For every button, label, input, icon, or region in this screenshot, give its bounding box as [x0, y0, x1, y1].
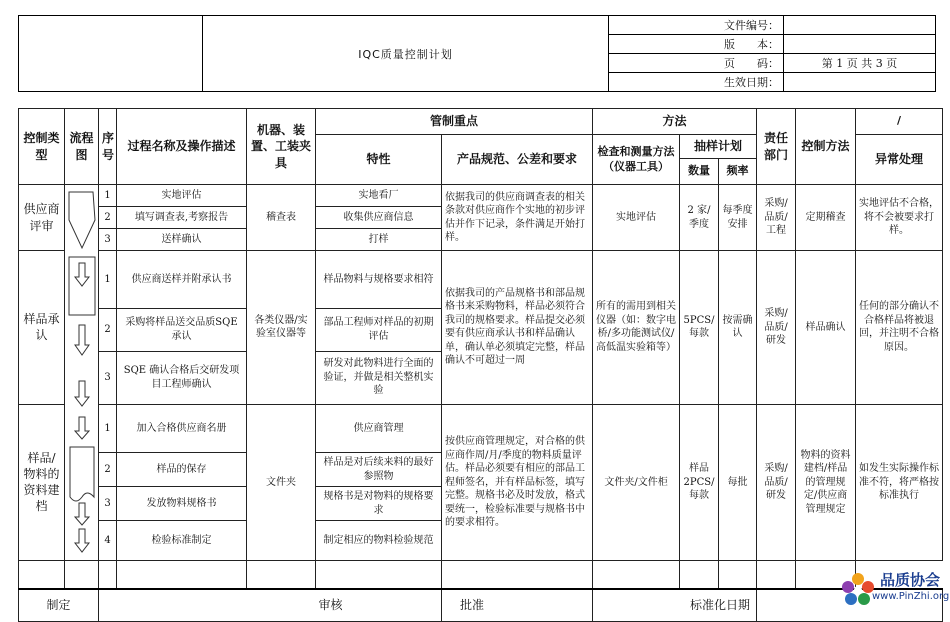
approve-label: 批准	[442, 589, 593, 622]
effective-date-label: 生效日期：	[609, 73, 784, 92]
col-frequency: 频率	[719, 159, 757, 185]
review-label: 审核	[316, 589, 442, 622]
col-control-type: 控制类型	[19, 109, 65, 185]
dept-cell: 采购/品质/研发	[757, 251, 796, 405]
version-value	[784, 35, 936, 54]
anomaly-cell: 任何的部分确认不合格样品将被退回，并注明不合格原因。	[856, 251, 943, 405]
quantity-cell: 样品2PCS/每款	[680, 404, 719, 561]
characteristic-cell: 收集供应商信息	[316, 207, 442, 229]
spec-cell: 按供应商管理规定，对合格的供应商作周/月/季度的物料质量评估。样品必须要有相应的部品工程师签名，并有样品标签，填写完整。规格书必及时发放，格式要统一，检验标准要与规格书中的要求相符。	[442, 404, 593, 561]
col-flow-chart: 流程图	[65, 109, 99, 185]
control-type-cell: 供应商评审	[19, 185, 65, 251]
process-cell: 发放物料规格书	[117, 487, 247, 521]
document-title: IQC质量控制计划	[203, 16, 609, 92]
flow-arrow-icon	[75, 503, 89, 525]
col-control-focus: 管制重点	[316, 109, 593, 135]
characteristic-cell: 样品物料与规格要求相符	[316, 251, 442, 309]
version-label: 版 本：	[609, 35, 784, 54]
page-value: 第 1 页 共 3 页	[784, 54, 936, 73]
col-spec: 产品规范、公差和要求	[442, 135, 593, 185]
control-type-cell: 样品/物料的资料建档	[19, 404, 65, 561]
equipment-cell: 稽查表	[247, 185, 316, 251]
col-process: 过程名称及操作描述	[117, 109, 247, 185]
process-cell: 样品的保存	[117, 453, 247, 487]
flow-arrow-icon	[75, 325, 89, 355]
col-anomaly-top: /	[856, 109, 943, 135]
control-method-cell: 物料的资料建档/样品的管理规定/供应商管理规定	[796, 404, 856, 561]
flower-logo-icon	[838, 569, 878, 609]
flow-document-shape	[70, 447, 94, 501]
header-blank-cell	[19, 16, 203, 92]
col-method: 方法	[593, 109, 757, 135]
characteristic-cell: 供应商管理	[316, 404, 442, 453]
flow-arrow-icon	[75, 263, 89, 286]
equipment-cell: 文件夹	[247, 404, 316, 561]
inspection-cell: 所有的需用到相关仪器（如：数字电桥/多功能测试仪/高低温实验箱等）	[593, 251, 680, 405]
seq-cell: 1	[99, 185, 117, 207]
inspection-cell: 文件夹/文件柜	[593, 404, 680, 561]
brand-logo	[832, 567, 950, 611]
flow-decision-shape	[69, 192, 95, 248]
spec-cell: 依据我司的供应商调查表的相关条款对供应商作个实地的初步评估并作下记录，条件满足开始打样。	[442, 185, 593, 251]
equipment-cell: 各类仪器/实验室仪器等	[247, 251, 316, 405]
seq-cell: 3	[99, 229, 117, 251]
document-header	[18, 15, 936, 92]
seq-cell: 1	[99, 251, 117, 309]
file-no-value	[784, 16, 936, 35]
effective-date-value	[784, 73, 936, 92]
inspection-cell: 实地评估	[593, 185, 680, 251]
anomaly-cell: 实地评估不合格，将不会被要求打样。	[856, 185, 943, 251]
process-cell: 供应商送样并附承认书	[117, 251, 247, 309]
flow-chart	[65, 185, 99, 560]
anomaly-cell: 如发生实际操作标准不符，将严格按标准执行	[856, 404, 943, 561]
characteristic-cell: 部品工程师对样品的初期评估	[316, 308, 442, 351]
dept-cell: 采购/品质/研发	[757, 404, 796, 561]
seq-cell: 2	[99, 453, 117, 487]
col-sampling: 抽样计划	[680, 135, 757, 159]
characteristic-cell: 研发对此物料进行全面的验证，并做是相关整机实验	[316, 351, 442, 404]
col-quantity: 数量	[680, 159, 719, 185]
process-cell: 采购将样品送交品质SQE 承认	[117, 308, 247, 351]
process-cell: 检验标准制定	[117, 521, 247, 561]
col-control-method: 控制方法	[796, 109, 856, 185]
dept-cell: 采购/品质/工程	[757, 185, 796, 251]
flow-arrow-icon	[75, 417, 89, 439]
empty-row	[19, 561, 943, 589]
col-characteristic: 特性	[316, 135, 442, 185]
made-label: 制定	[19, 589, 99, 622]
flow-arrow-icon	[75, 381, 89, 406]
brand-url[interactable]: www.PinZhi.org	[872, 591, 950, 602]
control-method-cell: 定期稽查	[796, 185, 856, 251]
quantity-cell: 2 家/季度	[680, 185, 719, 251]
process-cell: 实地评估	[117, 185, 247, 207]
control-plan-table	[18, 108, 942, 622]
frequency-cell: 每季度安排	[719, 185, 757, 251]
page-label: 页 码：	[609, 54, 784, 73]
flow-arrow-icon	[75, 529, 89, 552]
process-cell: 送样确认	[117, 229, 247, 251]
brand-name: 品质协会	[880, 571, 941, 589]
process-cell: SQE 确认合格后交研发项目工程师确认	[117, 351, 247, 404]
frequency-cell: 每批	[719, 404, 757, 561]
col-equipment: 机器、装置、工装夹具	[247, 109, 316, 185]
col-anomaly: 异常处理	[856, 135, 943, 185]
seq-cell: 2	[99, 207, 117, 229]
control-type-cell: 样品承认	[19, 251, 65, 405]
characteristic-cell: 打样	[316, 229, 442, 251]
characteristic-cell: 实地看厂	[316, 185, 442, 207]
characteristic-cell: 规格书是对物料的规格要求	[316, 487, 442, 521]
flow-chart-cell	[65, 185, 99, 561]
spec-cell: 依据我司的产品规格书和部品规格书来采购物料，样品必须符合我司的规格要求。样品提交必须要有供应商承认书和样品确认单，确认单必须填定完整，样品确认不可超过一周	[442, 251, 593, 405]
file-no-label: 文件编号：	[609, 16, 784, 35]
seq-cell: 3	[99, 487, 117, 521]
col-dept: 责任部门	[757, 109, 796, 185]
quantity-cell: 5PCS/每款	[680, 251, 719, 405]
process-cell: 填写调查表,考察报告	[117, 207, 247, 229]
characteristic-cell: 样品是对后续来料的最好参照物	[316, 453, 442, 487]
seq-cell: 2	[99, 308, 117, 351]
characteristic-cell: 制定相应的物料检验规范	[316, 521, 442, 561]
process-cell: 加入合格供应商名册	[117, 404, 247, 453]
standard-date-label: 标准化日期	[593, 589, 757, 622]
frequency-cell: 按需确认	[719, 251, 757, 405]
seq-cell: 3	[99, 351, 117, 404]
col-seq: 序号	[99, 109, 117, 185]
control-method-cell: 样品确认	[796, 251, 856, 405]
col-inspection: 检查和测量方法（仪器工具）	[593, 135, 680, 185]
seq-cell: 4	[99, 521, 117, 561]
seq-cell: 1	[99, 404, 117, 453]
